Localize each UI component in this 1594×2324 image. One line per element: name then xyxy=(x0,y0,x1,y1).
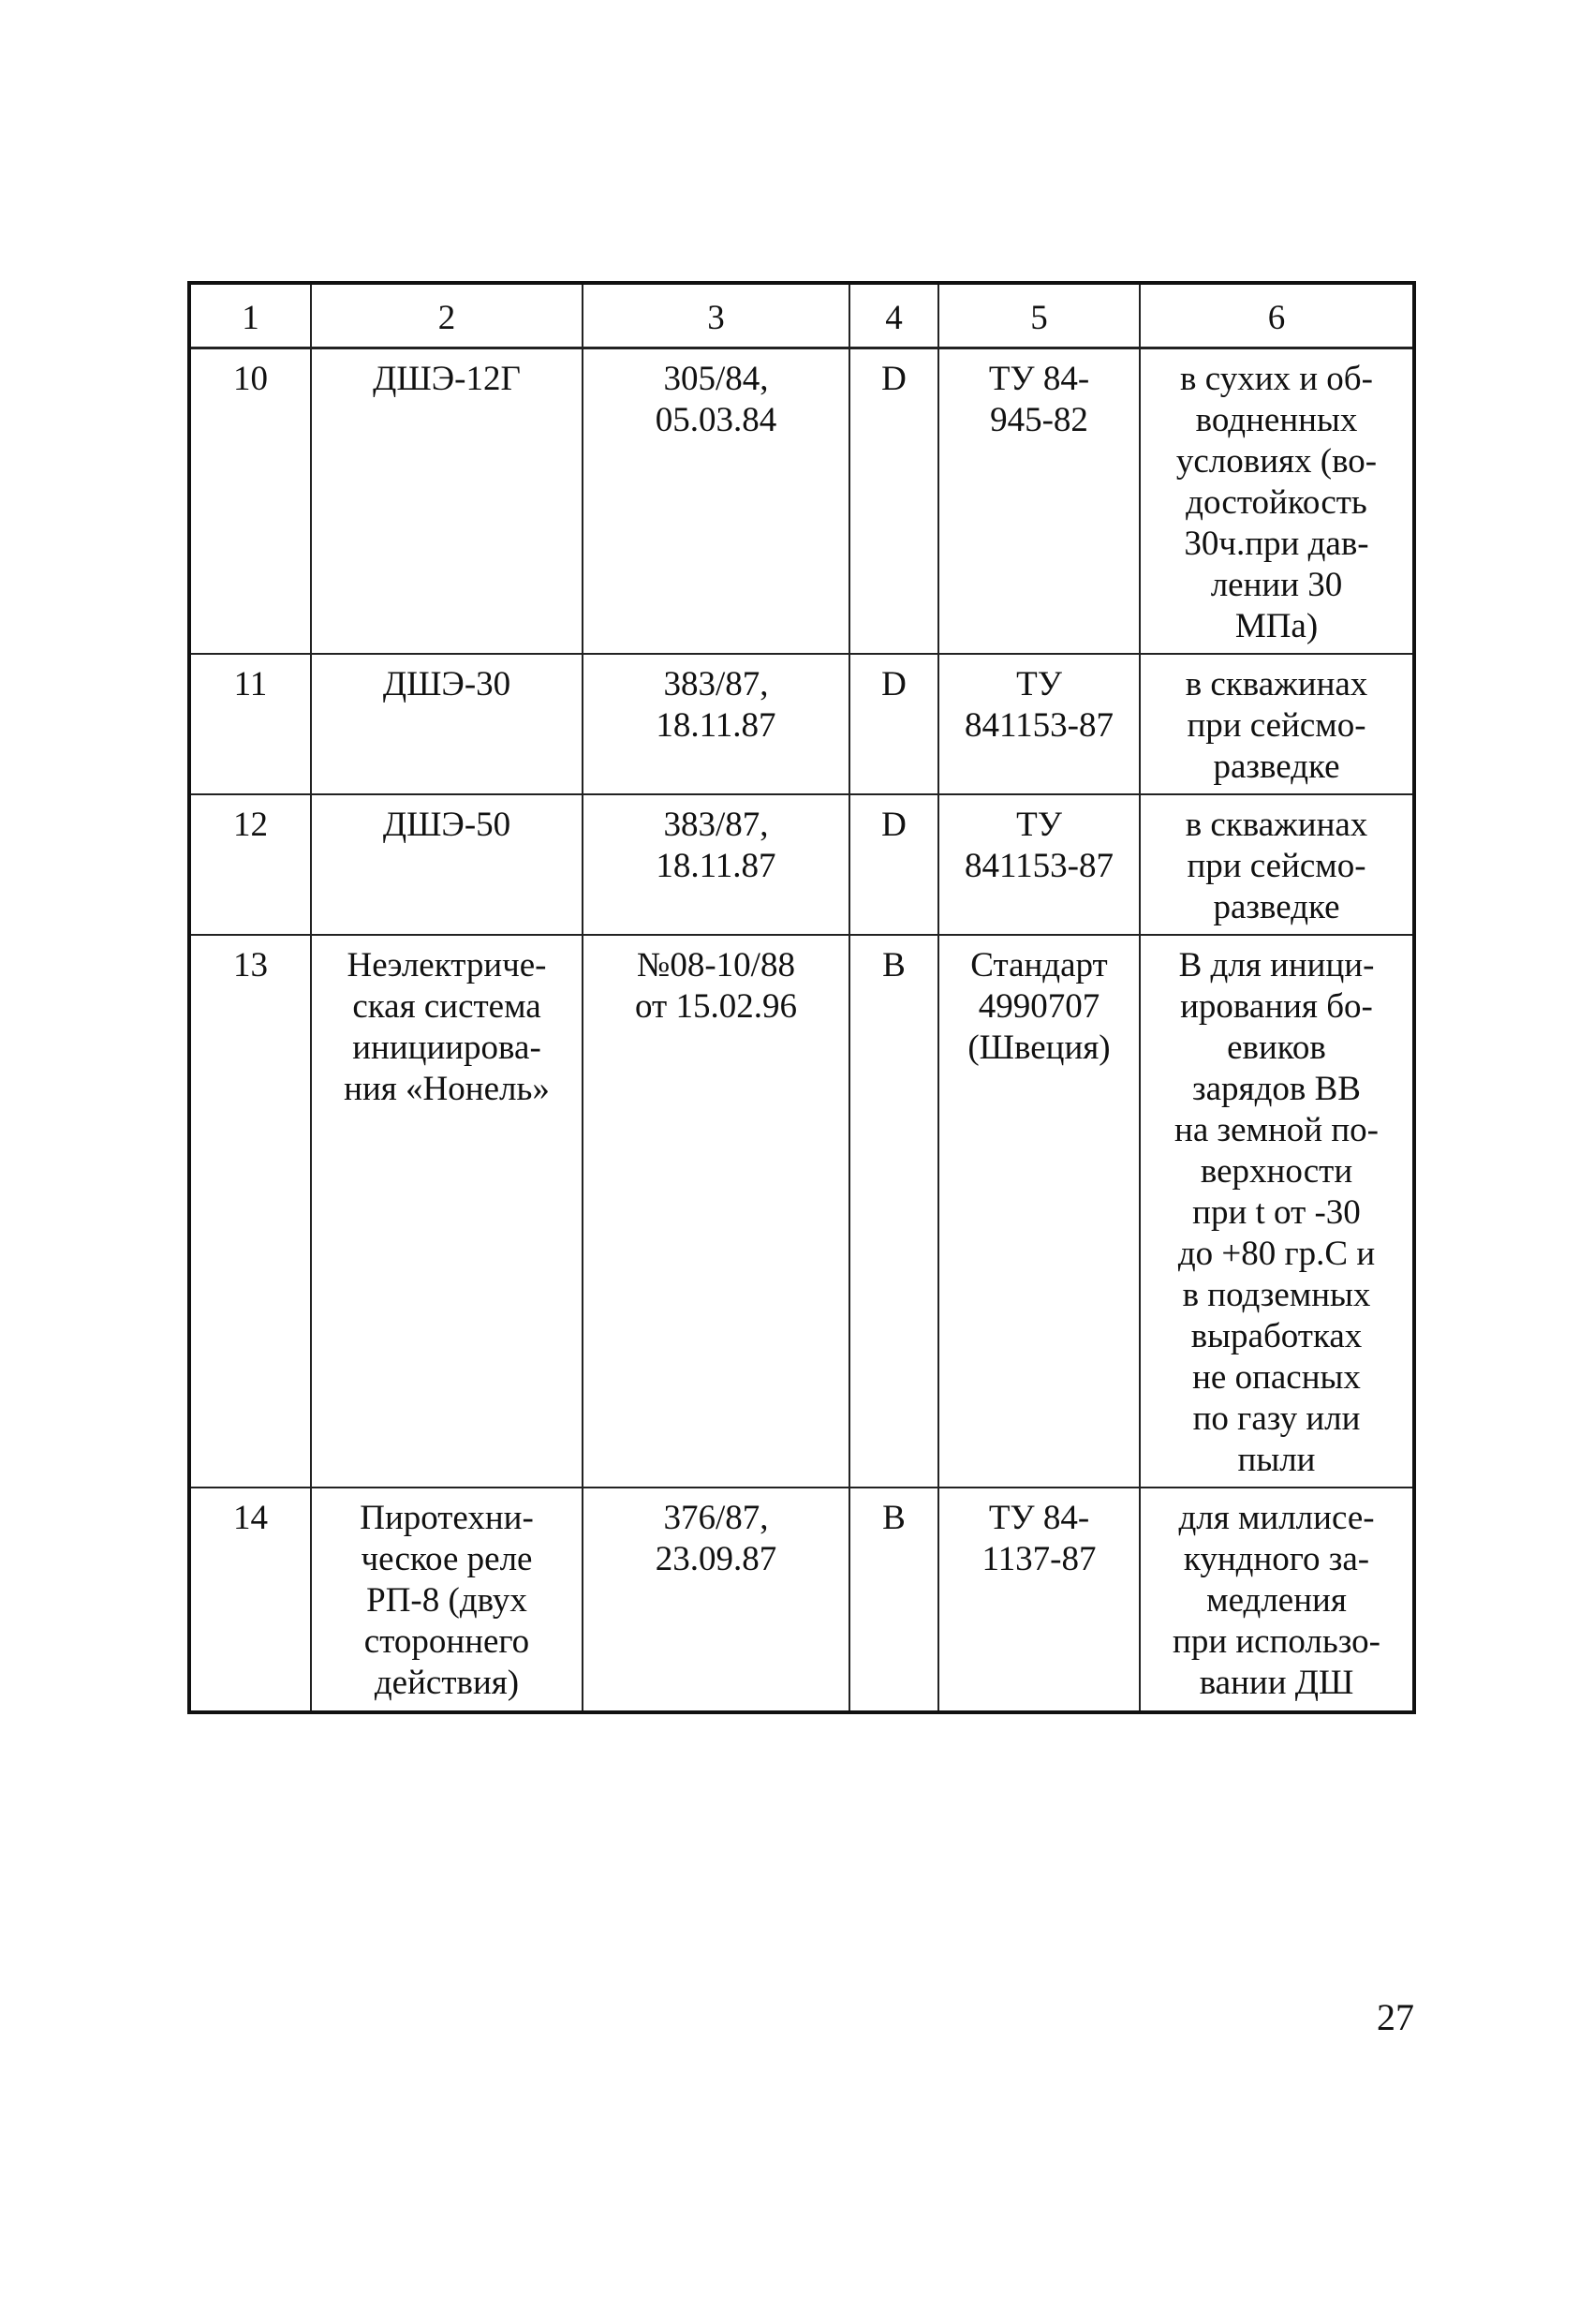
page-number: 27 xyxy=(1377,1996,1414,2038)
class-cell xyxy=(849,348,938,655)
class-cell xyxy=(849,935,938,1488)
standard-cell xyxy=(938,794,1140,935)
column-header-2: 2 xyxy=(311,283,583,348)
table-row xyxy=(189,348,1414,655)
row-number-cell xyxy=(189,794,311,935)
product-name: ДШЭ-30 xyxy=(382,665,511,703)
table-row xyxy=(189,1488,1414,1712)
conditions-text: в скважинах при сейсмо- разведке xyxy=(1185,665,1368,786)
table-row xyxy=(189,654,1414,794)
conditions-cell xyxy=(1140,348,1414,655)
row-number-cell xyxy=(189,348,311,655)
permit-number: 383/87, 18.11.87 xyxy=(656,806,776,885)
standard-cell xyxy=(938,1488,1140,1712)
permit-number: №08-10/88 от 15.02.96 xyxy=(635,946,797,1026)
product-name: Пиротехни- ческое реле РП-8 (двух стороннего действия) xyxy=(360,1499,534,1702)
permit-number: 383/87, 18.11.87 xyxy=(656,665,776,745)
table-row xyxy=(189,794,1414,935)
column-header-1: 1 xyxy=(189,283,311,348)
row-number: 10 xyxy=(233,360,268,398)
standard-cell xyxy=(938,935,1140,1488)
class-value: D xyxy=(881,806,907,844)
standard-value: ТУ 84- 945-82 xyxy=(988,360,1090,439)
row-number-cell xyxy=(189,935,311,1488)
product-name: Неэлектриче- ская система инициирова- ния «Нонель» xyxy=(344,946,550,1108)
permit-cell xyxy=(583,348,849,655)
product-name: ДШЭ-50 xyxy=(382,806,511,844)
class-cell xyxy=(849,654,938,794)
conditions-text: в скважинах при сейсмо- разведке xyxy=(1185,806,1368,926)
class-value: D xyxy=(881,665,907,703)
class-value: B xyxy=(882,1499,906,1537)
column-header-5: 5 xyxy=(938,283,1140,348)
conditions-cell xyxy=(1140,794,1414,935)
class-cell xyxy=(849,1488,938,1712)
class-cell xyxy=(849,794,938,935)
row-number-cell xyxy=(189,1488,311,1712)
column-header-6: 6 xyxy=(1140,283,1414,348)
class-value: D xyxy=(881,360,907,398)
permits-table xyxy=(187,281,1416,1714)
standard-value: Стандарт 4990707 (Швеция) xyxy=(967,946,1111,1067)
column-header-4: 4 xyxy=(849,283,938,348)
product-name: ДШЭ-12Г xyxy=(373,360,521,398)
product-name-cell xyxy=(311,794,583,935)
conditions-cell xyxy=(1140,935,1414,1488)
product-name-cell xyxy=(311,1488,583,1712)
standard-cell xyxy=(938,348,1140,655)
permit-cell xyxy=(583,794,849,935)
table-row xyxy=(189,935,1414,1488)
product-name-cell xyxy=(311,935,583,1488)
conditions-text: для миллисе- кундного за- медления при использо- вании ДШ xyxy=(1173,1499,1380,1702)
conditions-text: В для иници- ирования бо- евиков зарядов ВВ на земной по- верхности при t от -30 до +80 гр.С и в подземных выработках не опасных по газу или пыли xyxy=(1174,946,1379,1479)
row-number: 13 xyxy=(233,946,268,984)
row-number: 14 xyxy=(233,1499,268,1537)
permit-cell xyxy=(583,654,849,794)
permit-cell xyxy=(583,1488,849,1712)
product-name-cell xyxy=(311,348,583,655)
product-name-cell xyxy=(311,654,583,794)
conditions-cell xyxy=(1140,1488,1414,1712)
conditions-text: в сухих и об- водненных условиях (во- достойкость 30ч.при дав- лении 30 МПа) xyxy=(1175,360,1378,645)
class-value: B xyxy=(882,946,906,984)
column-header-3: 3 xyxy=(583,283,849,348)
row-number: 12 xyxy=(233,806,268,844)
standard-cell xyxy=(938,654,1140,794)
permit-number: 305/84, 05.03.84 xyxy=(655,360,777,439)
table-header-row xyxy=(189,283,1414,348)
standard-value: ТУ 841153-87 xyxy=(965,806,1114,885)
conditions-cell xyxy=(1140,654,1414,794)
standard-value: ТУ 84- 1137-87 xyxy=(981,1499,1097,1578)
row-number-cell xyxy=(189,654,311,794)
permit-cell xyxy=(583,935,849,1488)
standard-value: ТУ 841153-87 xyxy=(965,665,1114,745)
row-number: 11 xyxy=(233,665,268,703)
permit-number: 376/87, 23.09.87 xyxy=(655,1499,777,1578)
